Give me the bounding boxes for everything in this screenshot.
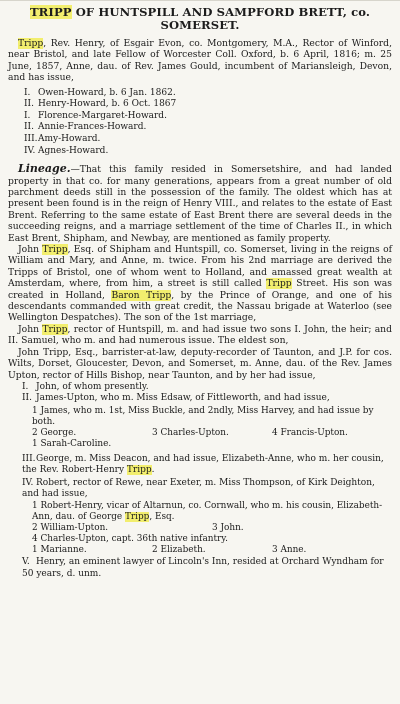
highlight-tripp: Tripp bbox=[124, 512, 150, 523]
list-item: II. Annie-Frances-Howard. bbox=[24, 122, 147, 133]
henry-entry: V. Henry, an eminent lawyer of Lincoln's Inn, resided at Orchard Wyndham for 50 years, d. unm. bbox=[22, 557, 384, 579]
top-divider bbox=[0, 0, 400, 1]
james-issue-line1: 1 James, who m. 1st, Miss Buckle, and 2ndly, Miss Harvey, and had issue by both. bbox=[32, 405, 374, 427]
list-item: III.Amy-Howard. bbox=[24, 134, 101, 144]
highlight-intro-name: Tripp bbox=[18, 38, 44, 49]
intro-text: , Rev. Henry, of Esgair Evon, co. Montgomery, M.A., Rector of Winford, near Bristol, and late Fellow of Worcester Coll. Oxford, b. 6 April, 1816; m. 25 June, 1857, Anne, dau. of Rev. James Gould, incumbent of Mariansleigh, Devon, and has issue, bbox=[8, 38, 392, 84]
list-item: I. Owen-Howard, b. 6 Jan. 1862. bbox=[24, 87, 176, 98]
james-issue-row: 2 George. 3 Charles-Upton. 4 Francis-Upton. bbox=[32, 427, 348, 438]
page-title bbox=[8, 6, 392, 32]
highlight-baron-tripp: Baron Tripp bbox=[111, 289, 172, 301]
lineage-text: —That this family resided in Somersetshire, and had landed property in that co. for many generations, appears from a great number of old parchment deeds still in the possession of the family. The oldest which has at present been found is in the reign of Henry VIII., and relates to the estate of East Brent. Referring to the same estate of East Brent there are several deeds in the succeeding reigns, and a marriage settlement of the time of Charles II., in which East Brent, Shipham, and Newbay, are mentioned as family property. bbox=[8, 164, 392, 244]
robert-issue-row1: 2 William-Upton. 3 John. bbox=[32, 523, 244, 534]
list-item: I. John, of whom presently. bbox=[22, 381, 149, 392]
george-entry: III.George, m. Miss Deacon, and had issue, Elizabeth-Anne, who m. her cousin, the Rev. Robert-Henry Tripp. bbox=[22, 453, 384, 476]
sons-list bbox=[22, 382, 392, 405]
list-item: II. Henry-Howard, b. 6 Oct. 1867 bbox=[24, 99, 177, 110]
james-issue-line3: 1 Sarah-Caroline. bbox=[32, 438, 112, 449]
lineage-label: Lineage. bbox=[18, 162, 71, 176]
highlight-tripp: Tripp bbox=[266, 278, 292, 290]
title-rest: OF HUNTSPILL AND SAMPFORD BRETT, co. SOMERSET. bbox=[71, 5, 371, 32]
intro-paragraph bbox=[8, 38, 392, 84]
highlight-surname: TRIPP bbox=[29, 5, 72, 19]
list-item: IV. Agnes-Howard. bbox=[24, 145, 109, 156]
john-tripp-paragraph-1: John Tripp, Esq. of Shipham and Huntspill, co. Somerset, living in the reigns of William and Mary, and Anne, m. twice. From his 2nd marriage are derived the Tripps of Bristol, one of whom went to Holland, and amassed great wealth at Amsterdam, where, from him, a street is still called Tripp Street. His son was created in Holland, Baron Tripp, by the Prince of Orange, and one of his descendants commanded with great credit, the Nassau brigade at Waterloo (see Wellington Despatches). The son of the 1st marriage, bbox=[8, 244, 392, 324]
john-tripp-paragraph-2: John Tripp, rector of Huntspill, m. and had issue two sons I. John, the heir; and II. Samuel, who m. and had numerous issue. The eldest son, bbox=[8, 323, 392, 347]
list-item: II. James-Upton, who m. Miss Edsaw, of Fittleworth, and had issue, bbox=[22, 393, 330, 404]
robert-issue-row2: 1 Marianne. 2 Elizabeth. 3 Anne. bbox=[32, 545, 307, 556]
robert-entry: IV. Robert, rector of Rewe, near Exeter, m. Miss Thompson, of Kirk Deighton, and had issue, bbox=[22, 477, 375, 499]
highlight-tripp: Tripp bbox=[42, 323, 68, 335]
highlight-tripp: Tripp bbox=[126, 465, 152, 476]
john-tripp-paragraph-3: John Tripp, Esq., barrister-at-law, deputy-recorder of Taunton, and J.P. for cos. Wilts, Dorset, Gloucester, Devon, and Somerset, m. Anne, dau. of the Rev. James Upton, rector of Hills Bishop, near Taunton, and by her had issue, bbox=[8, 346, 392, 381]
issue-list bbox=[24, 88, 392, 158]
robert-issue-line1: 1 Robert-Henry, vicar of Altarnun, co. Cornwall, who m. his cousin, Elizabeth-Ann, dau. of George Tripp, Esq. bbox=[32, 501, 383, 523]
robert-issue-line3: 4 Charles-Upton, capt. 36th native infantry. bbox=[32, 534, 228, 545]
highlight-tripp: Tripp bbox=[42, 244, 68, 256]
lineage-paragraph bbox=[8, 163, 392, 244]
list-item: I. Florence-Margaret-Howard. bbox=[24, 110, 167, 121]
